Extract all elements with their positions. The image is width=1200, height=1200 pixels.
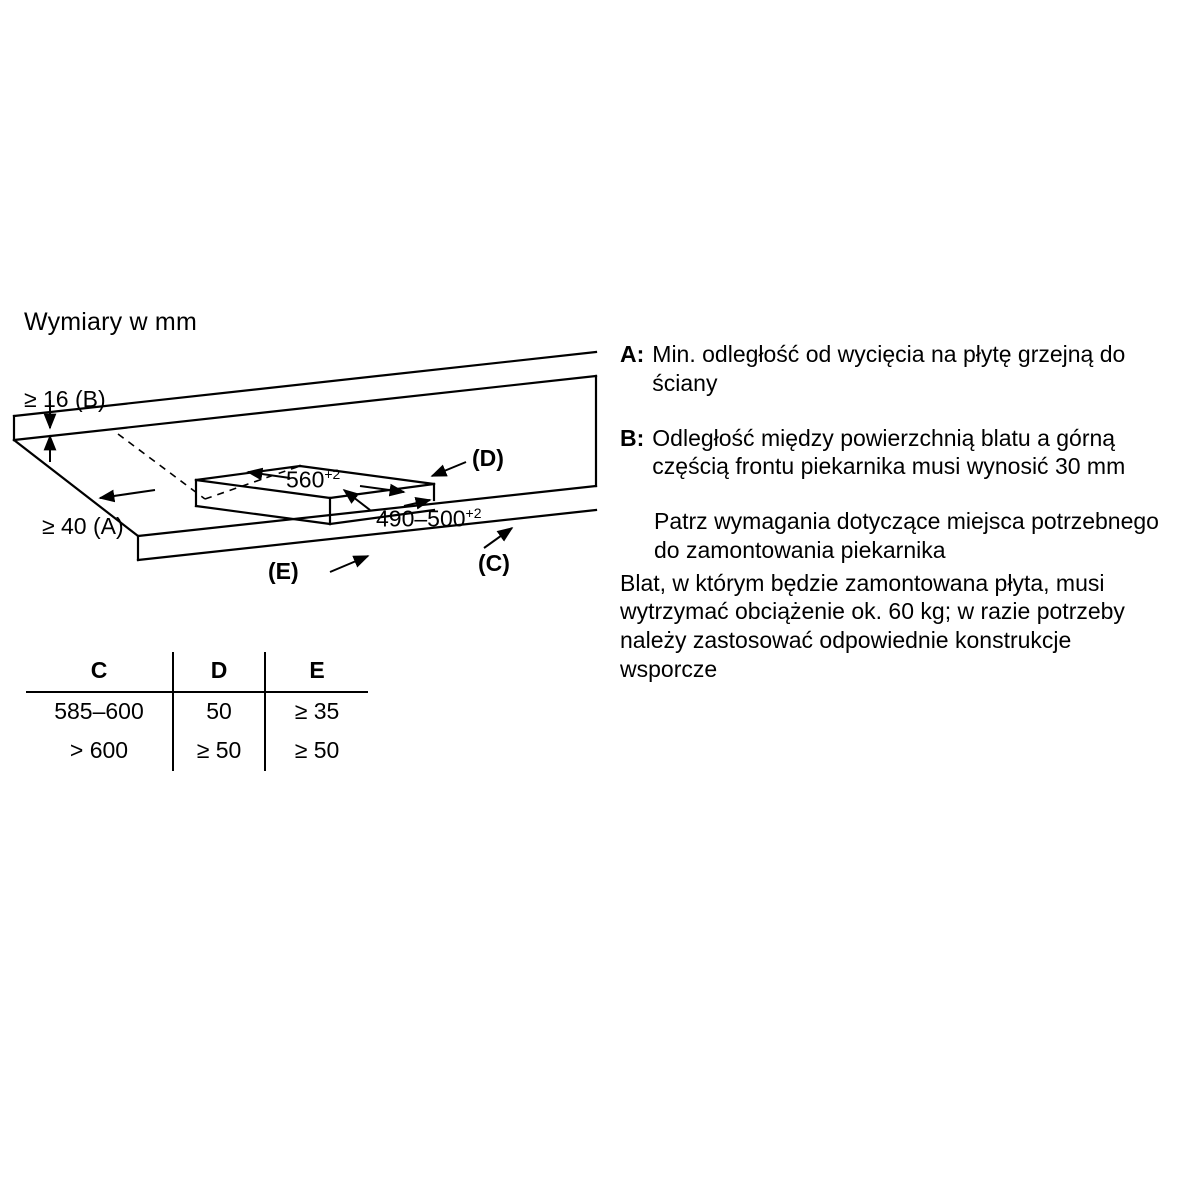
- table-header-e: E: [309, 657, 325, 683]
- table-cell: 50: [173, 692, 265, 732]
- dim-depth-value: 490–500: [376, 505, 466, 532]
- note-a: [620, 340, 1160, 398]
- table-cell: > 600: [69, 737, 129, 763]
- dimensions-table: [26, 652, 368, 771]
- note-b-key: B:: [620, 424, 645, 451]
- table-cell: ≥ 50: [173, 732, 265, 771]
- table-row: [26, 692, 368, 732]
- page-title: Wymiary w mm: [24, 308, 197, 336]
- dim-label-c: (C): [478, 550, 510, 576]
- dim-depth-tolerance: +2: [465, 505, 482, 521]
- table-cell: ≥ 35: [294, 698, 340, 724]
- dim-label-width: [286, 466, 340, 494]
- dim-width-value: 560: [286, 466, 325, 493]
- dim-label-b: ≥ 16 (B): [24, 386, 106, 412]
- note-b: [620, 424, 1160, 482]
- table-header-c: C: [90, 657, 108, 683]
- dimensions-table-wrap: [26, 652, 368, 771]
- note-a-text: Min. odległość od wycięcia na płytę grzejną do ściany: [652, 341, 1126, 396]
- note-worktop-load: Blat, w którym będzie zamontowana płyta, musi wytrzymać obciążenie ok. 60 kg; w razie potrzeby należy zastosować odpowiednie konstrukcje wsporcze: [620, 569, 1125, 682]
- note-b-text: Odległość między powierzchnią blatu a górną częścią frontu piekarnika musi wynosić 30 mm: [652, 424, 1126, 480]
- table-cell: 585–600: [54, 698, 144, 724]
- table-header-row: [26, 652, 368, 692]
- notes-column: [620, 340, 1160, 684]
- table-row: [26, 732, 368, 771]
- note-oven-space: Patrz wymagania dotyczące miejsca potrzebnego do zamontowania piekarnika: [654, 508, 1159, 563]
- dim-label-depth: [376, 505, 482, 533]
- table-cell: ≥ 50: [294, 737, 340, 763]
- dim-width-tolerance: +2: [324, 466, 341, 482]
- dim-label-a: ≥ 40 (A): [42, 513, 124, 539]
- dim-label-e: (E): [268, 558, 299, 584]
- dim-label-d: (D): [472, 445, 504, 471]
- note-a-key: A:: [620, 341, 645, 367]
- worktop-cutout-drawing: [0, 350, 600, 640]
- table-header-d: D: [173, 652, 265, 692]
